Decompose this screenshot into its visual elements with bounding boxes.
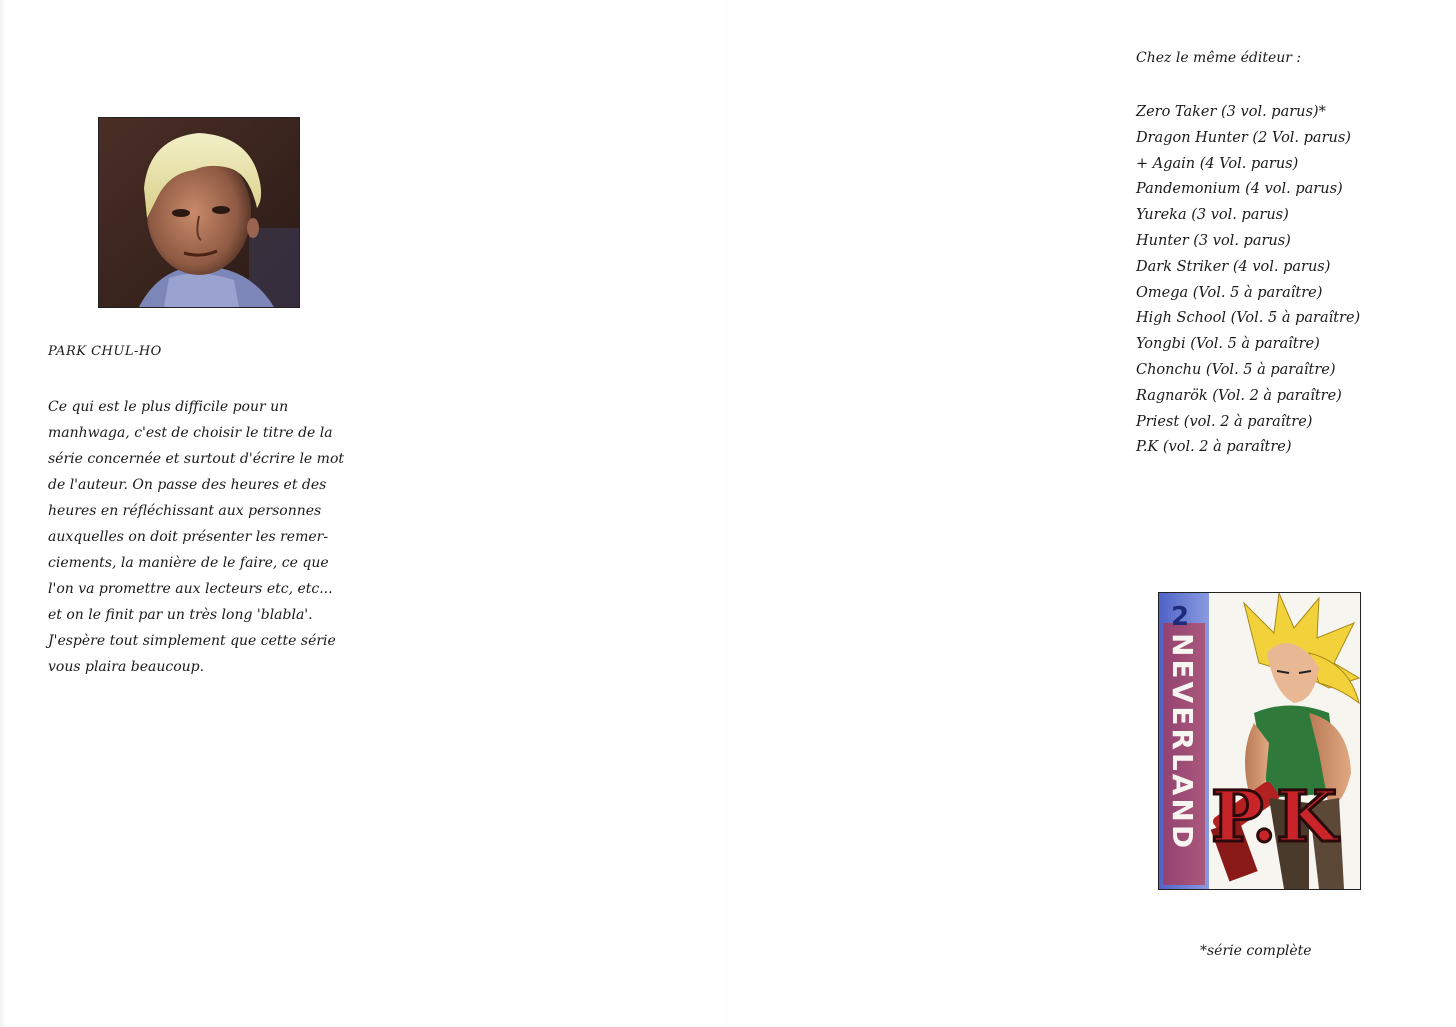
publisher-title-item: Chonchu (Vol. 5 à paraître) xyxy=(1136,361,1336,378)
publisher-title-item: High School (Vol. 5 à paraître) xyxy=(1136,310,1361,327)
author-photo xyxy=(98,117,300,308)
publisher-title-item: Omega (Vol. 5 à paraître) xyxy=(1136,284,1323,301)
bio-line: Ce qui est le plus difficile pour un xyxy=(48,399,289,415)
bio-line: manhwaga, c'est de choisir le titre de la xyxy=(48,425,333,441)
bio-line: vous plaira beaucoup. xyxy=(48,659,205,675)
publisher-title-list xyxy=(1136,100,1360,461)
footnote: *série complète xyxy=(1200,943,1312,959)
publisher-title-item: + Again (4 Vol. parus) xyxy=(1136,155,1299,172)
publisher-title-item: Zero Taker (3 vol. parus)* xyxy=(1136,104,1326,120)
publisher-title-item: Ragnarök (Vol. 2 à paraître) xyxy=(1136,387,1342,404)
bio-line: l'on va promettre aux lecteurs etc, etc... xyxy=(48,581,333,597)
cover-spine-text: NEVERLAND xyxy=(1166,633,1199,852)
publisher-title-item: Dark Striker (4 vol. parus) xyxy=(1136,258,1331,275)
cover-illustration-icon xyxy=(1159,593,1360,889)
bio-line: auxquelles on doit présenter les remer- xyxy=(48,529,329,545)
publisher-title-item: Dragon Hunter (2 Vol. parus) xyxy=(1136,129,1351,146)
publisher-title-item: Hunter (3 vol. parus) xyxy=(1136,232,1291,249)
bio-line: ciements, la manière de le faire, ce que xyxy=(48,555,329,571)
book-cover xyxy=(1158,592,1361,890)
cover-title-logo: P.K xyxy=(1211,775,1338,858)
publisher-title-item: Priest (vol. 2 à paraître) xyxy=(1136,413,1313,430)
author-portrait-icon xyxy=(99,118,299,307)
publisher-title-item: Pandemonium (4 vol. parus) xyxy=(1136,181,1343,198)
bio-line: série concernée et surtout d'écrire le mot xyxy=(48,451,344,467)
page-left-edge xyxy=(0,0,6,1027)
bio-line: J'espère tout simplement que cette série xyxy=(48,633,336,649)
page-fold xyxy=(727,0,729,1027)
bio-line: heures en réfléchissant aux personnes xyxy=(48,503,322,519)
publisher-title-item: Yureka (3 vol. parus) xyxy=(1136,207,1289,224)
author-bio xyxy=(48,394,358,680)
cover-volume-number: 2 xyxy=(1171,602,1190,632)
bio-line: et on le finit par un très long 'blabla'. xyxy=(48,607,313,623)
publisher-title-item: Yongbi (Vol. 5 à paraître) xyxy=(1136,336,1320,353)
publisher-heading: Chez le même éditeur : xyxy=(1136,50,1302,66)
author-name: PARK CHUL-HO xyxy=(48,344,162,359)
publisher-title-item: P.K (vol. 2 à paraître) xyxy=(1136,439,1292,456)
bio-line: de l'auteur. On passe des heures et des xyxy=(48,477,327,493)
